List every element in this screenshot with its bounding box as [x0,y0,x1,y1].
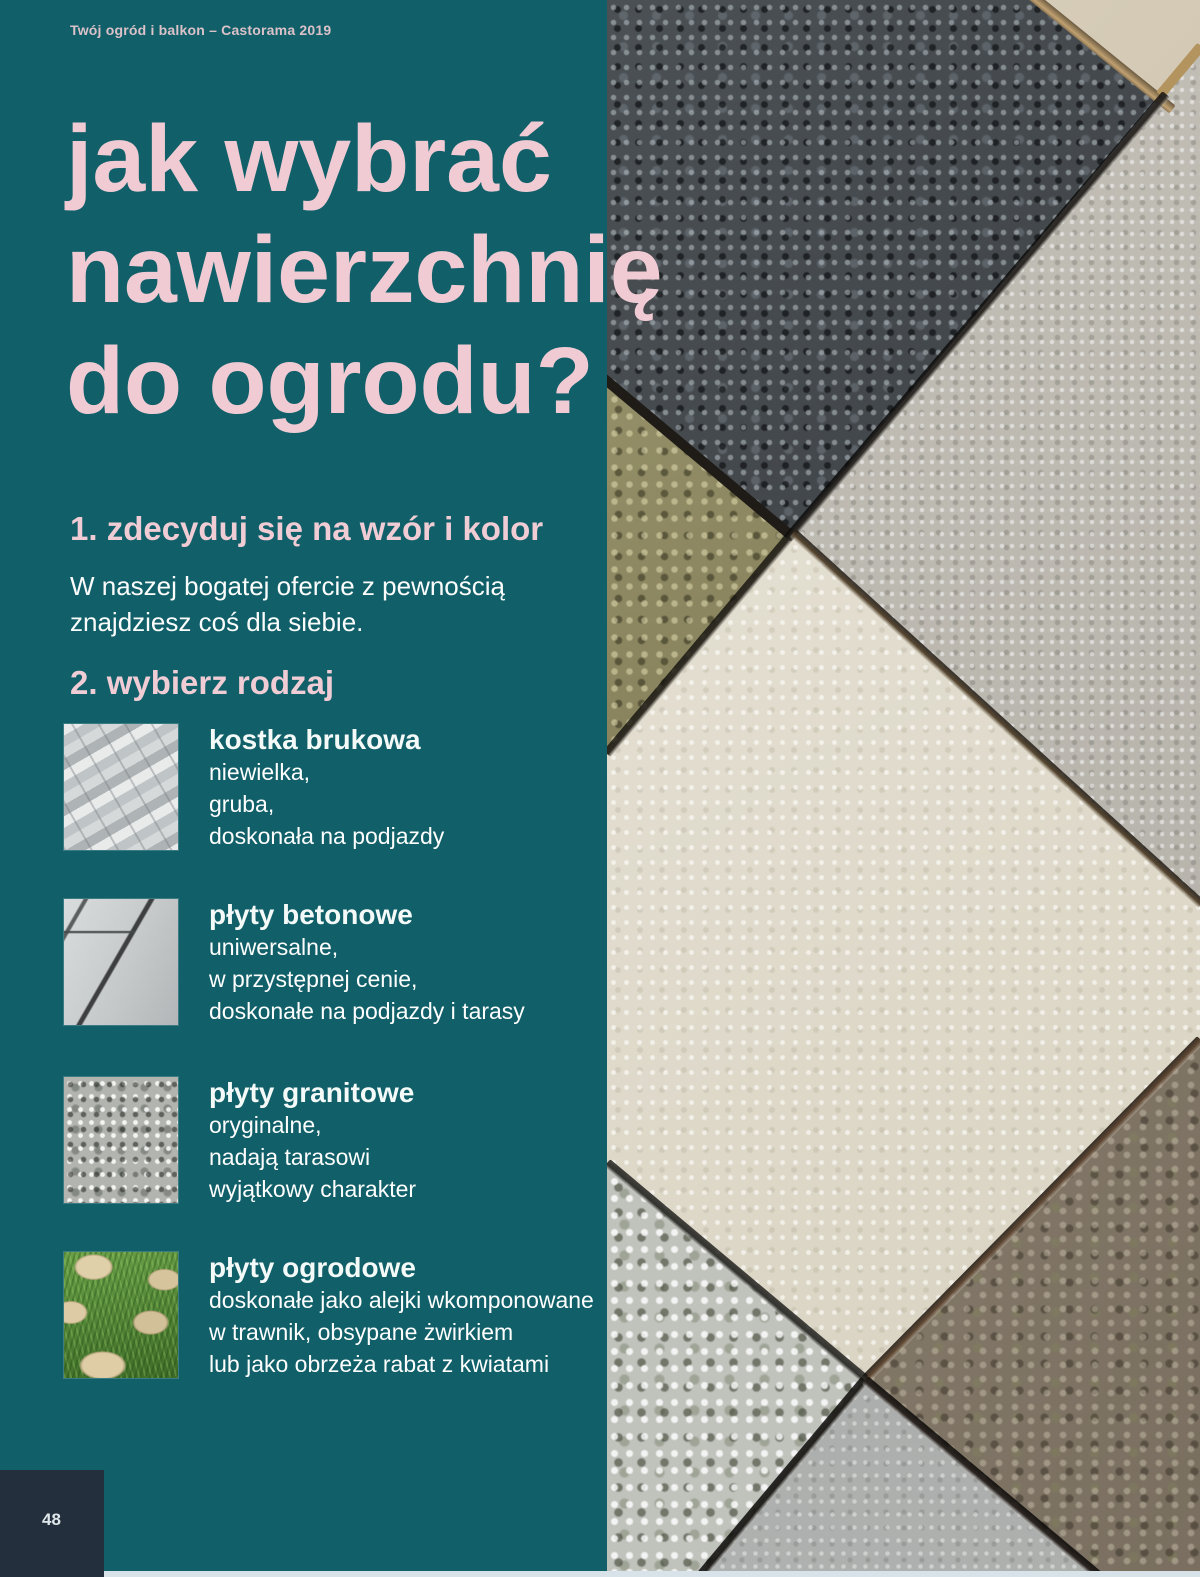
surface-item-text [209,724,444,852]
concrete-slabs-thumbnail [64,899,178,1025]
surface-item-text [209,899,525,1027]
surface-item-text [209,1252,594,1380]
title-line-1: jak wybrać [66,106,552,212]
surface-feature: gruba, [209,791,275,817]
title-line-3: do ogrodu? [66,328,594,434]
step-1-description-line-2: znajdziesz coś dla siebie. [70,607,364,637]
step-1-description [70,568,505,640]
surface-item-plyty-granitowe [64,1077,609,1205]
surface-name: kostka brukowa [209,724,421,755]
paving-slabs-photo [607,0,1200,1577]
step-1-heading: 1. zdecyduj się na wzór i kolor [70,510,544,547]
granite-texture-thumbnail [64,1077,178,1203]
surface-item-plyty-betonowe [64,899,609,1027]
surface-item-text [209,1077,416,1205]
surface-feature: w przystępnej cenie, [209,966,418,992]
surface-feature: oryginalne, [209,1112,322,1138]
page-header: Twój ogród i balkon – Castorama 2019 [70,22,332,38]
surface-feature: nadają tarasowi [209,1144,371,1170]
step-2-heading: 2. wybierz rodzaj [70,664,335,701]
surface-feature: doskonałe jako alejki wkomponowane [209,1287,594,1313]
stepping-stones-thumbnail [64,1252,178,1378]
surface-feature: doskonałe na podjazdy i tarasy [209,998,525,1024]
page-bottom-edge [104,1571,1200,1577]
paving-blocks-thumbnail [64,724,178,850]
surface-feature: w trawnik, obsypane żwirkiem [209,1319,514,1345]
surface-item-plyty-ogrodowe [64,1252,609,1380]
step-1-description-line-1: W naszej bogatej ofercie z pewnością [70,571,506,601]
surface-feature: wyjątkowy charakter [209,1176,417,1202]
page-title [66,104,663,437]
surface-item-kostka-brukowa [64,724,609,852]
surface-feature: niewielka, [209,759,310,785]
surface-feature: uniwersalne, [209,934,339,960]
surface-feature: lub jako obrzeża rabat z kwiatami [209,1351,550,1377]
surface-name: płyty betonowe [209,899,413,930]
surface-feature: doskonała na podjazdy [209,823,445,849]
page-number-block [0,1470,104,1577]
surface-name: płyty granitowe [209,1077,415,1108]
page-number: 48 [42,1510,61,1529]
title-line-2: nawierzchnię [66,217,663,323]
surface-name: płyty ogrodowe [209,1252,416,1283]
